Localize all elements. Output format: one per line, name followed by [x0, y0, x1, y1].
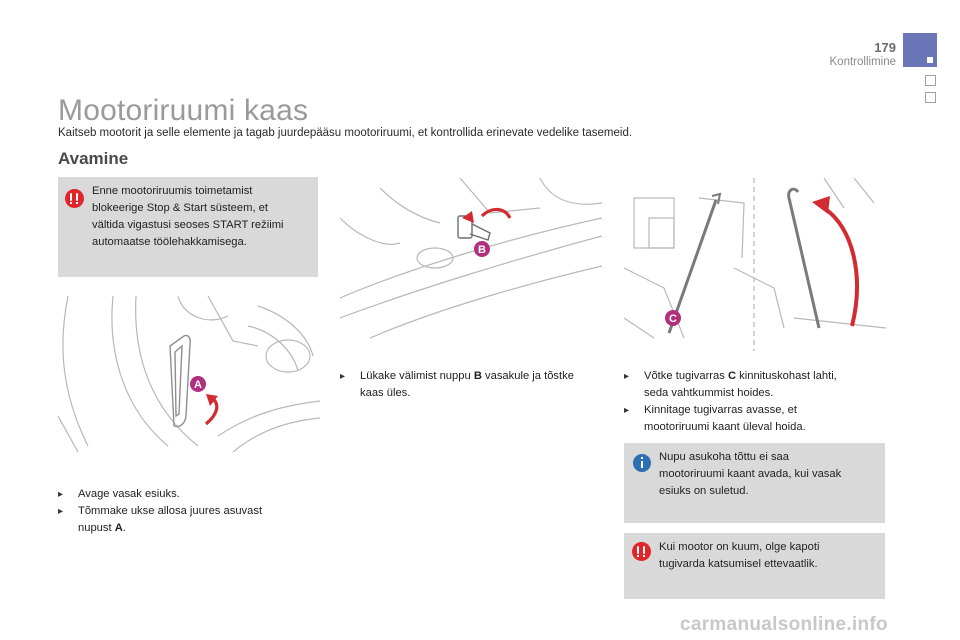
tab-dot — [927, 57, 933, 63]
intro-text: Kaitseb mootorit ja selle elemente ja tagab juurdepääsu mootoriruumi, et kontrollida erinevate vedelike tasemeid. — [58, 127, 633, 139]
step-item: ▸ Lükake välimist nuppu B vasakule ja tõstke kaas üles. — [340, 370, 574, 399]
step-bullet-icon: ▸ — [340, 371, 346, 382]
steps-support-rod — [624, 368, 889, 436]
warning-note-stop-start — [58, 177, 318, 277]
info-icon — [633, 454, 651, 472]
step-bullet-icon: ▸ — [624, 405, 630, 416]
watermark: carmanualsonline.info — [680, 614, 888, 635]
step-item: ▸ Kinnitage tugivarras avasse, et mootoriruumi kaant üleval hoida. — [624, 404, 806, 433]
steps-door — [58, 486, 318, 537]
chapter-tab[interactable] — [925, 92, 936, 103]
step-item: ▸ Võtke tugivarras C kinnituskohast lahti, seda vahtkummist hoides. — [624, 370, 837, 399]
warning-note-hot-engine — [624, 533, 885, 599]
info-note-text: Nupu asukoha tõttu ei saa mootoriruumi kaant avada, kui vasak esiuks on suletud. — [659, 451, 842, 497]
page-title: Mootoriruumi kaas — [58, 94, 309, 127]
illustration-hood-latch — [340, 178, 602, 351]
label-b: B — [478, 244, 486, 256]
warning-note-text: Kui mootor on kuum, olge kapoti tugivarda katsumisel ettevaatlik. — [659, 541, 820, 570]
section-subtitle: Avamine — [58, 149, 129, 168]
illustration-support-rod — [624, 178, 886, 351]
label-a: A — [194, 379, 202, 391]
label-c: C — [669, 313, 677, 325]
step-bullet-icon: ▸ — [58, 506, 64, 517]
warning-icon — [65, 189, 84, 208]
info-note-door-closed — [624, 443, 885, 523]
illustration-door-release — [58, 296, 320, 452]
steps-latch — [340, 368, 605, 402]
step-item: ▸ Tõmmake ukse allosa juures asuvast nupust A. — [58, 505, 263, 534]
section-name: Kontrollimine — [829, 56, 896, 68]
chapter-tab-active[interactable] — [903, 33, 937, 67]
warning-note-text: Enne mootoriruumis toimetamist blokeerige Stop & Start süsteem, et vältida vigastusi seoses START režiimi automaatse töölehakkamisega. — [92, 185, 284, 248]
step-bullet-icon: ▸ — [58, 489, 64, 500]
chapter-tab[interactable] — [925, 75, 936, 86]
step-bullet-icon: ▸ — [624, 371, 630, 382]
step-item: ▸ Avage vasak esiuks. — [58, 486, 318, 503]
warning-icon — [632, 542, 651, 561]
page-number: 179 — [874, 40, 896, 55]
